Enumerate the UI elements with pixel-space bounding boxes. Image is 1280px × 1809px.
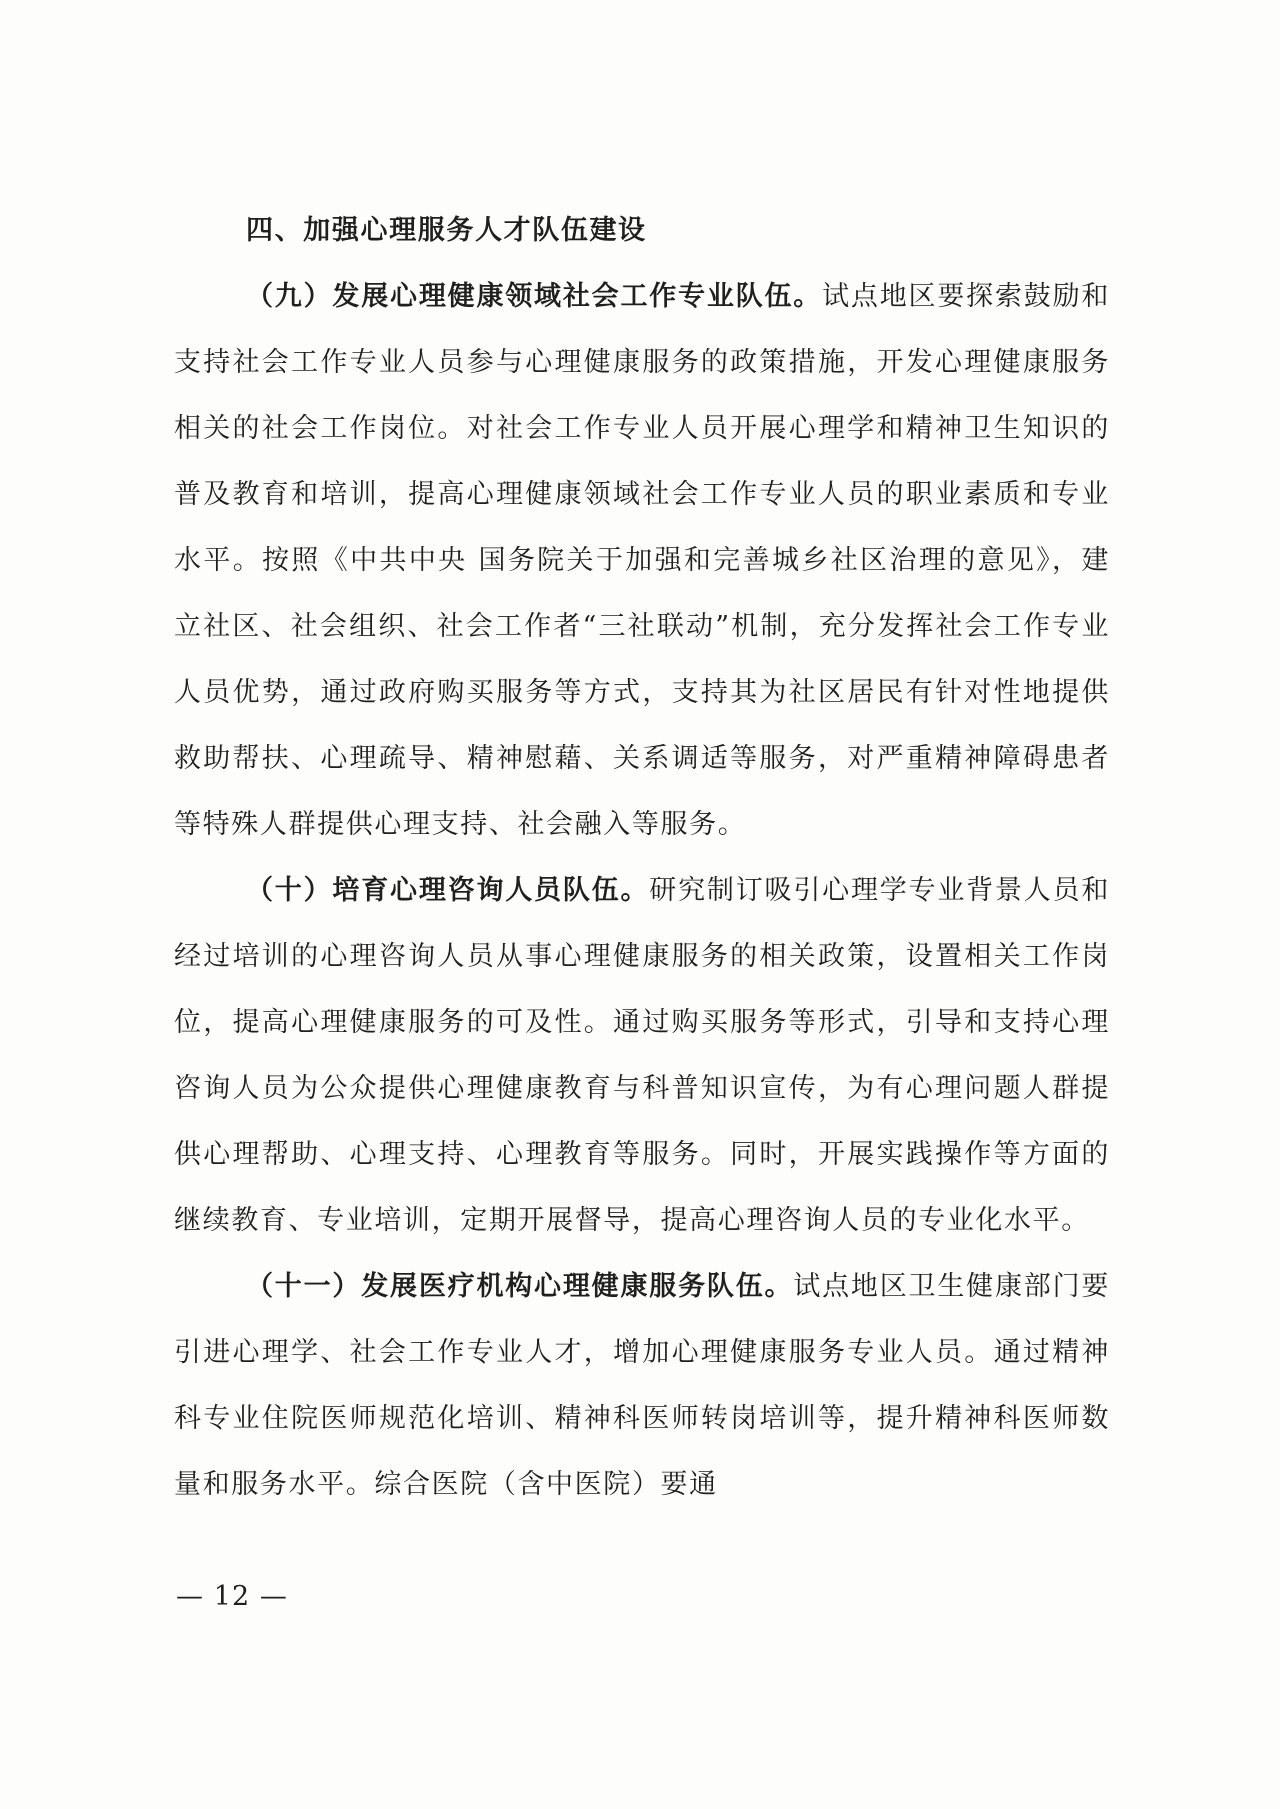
paragraph-11-label: （十一）发展医疗机构心理健康服务队伍。 bbox=[246, 1271, 794, 1302]
paragraph-11-text: 试点地区卫生健康部门要引进心理学、社会工作专业人才，增加心理健康服务专业人员。通过精神科专业住院医师规范化培训、精神科医师转岗培训等，提升精神科医师数量和服务水平。综合医院（含中医院）要通 bbox=[174, 1271, 1110, 1500]
page-number: — 12 — bbox=[176, 1581, 289, 1612]
section-title: 四、加强心理服务人才队伍建设 bbox=[246, 215, 647, 246]
paragraph-9 bbox=[174, 264, 1110, 858]
paragraph-10 bbox=[174, 858, 1110, 1254]
paragraph-9-label: （九）发展心理健康领域社会工作专业队伍。 bbox=[246, 281, 823, 312]
paragraph-10-text: 研究制订吸引心理学专业背景人员和经过培训的心理咨询人员从事心理健康服务的相关政策，设置相关工作岗位，提高心理健康服务的可及性。通过购买服务等形式，引导和支持心理咨询人员为公众提供心理健康教育与科普知识宣传，为有心理问题人群提供心理帮助、心理支持、心理教育等服务。同时，开展实践操作等方面的继续教育、专业培训，定期开展督导，提高心理咨询人员的专业化水平。 bbox=[174, 875, 1111, 1236]
paragraph-10-label: （十）培育心理咨询人员队伍。 bbox=[246, 875, 650, 906]
paragraph-9-text: 试点地区要探索鼓励和支持社会工作专业人员参与心理健康服务的政策措施，开发心理健康服务相关的社会工作岗位。对社会工作专业人员开展心理学和精神卫生知识的普及教育和培训，提高心理健康领域社会工作专业人员的职业素质和专业水平。按照《中共中央 国务院关于加强和完善城乡社区治理的意见》，建立社区、社会组织、社会工作者“三社联动”机制，充分发挥社会工作专业人员优势，通过政府购买服务等方式，支持其为社区居民有针对性地提供救助帮扶、心理疏导、精神慰藉、关系调适等服务，对严重精神障碍患者等特殊人群提供心理支持、社会融入等服务。 bbox=[174, 281, 1110, 840]
paragraph-11 bbox=[174, 1254, 1110, 1518]
document-body bbox=[174, 198, 1110, 1518]
